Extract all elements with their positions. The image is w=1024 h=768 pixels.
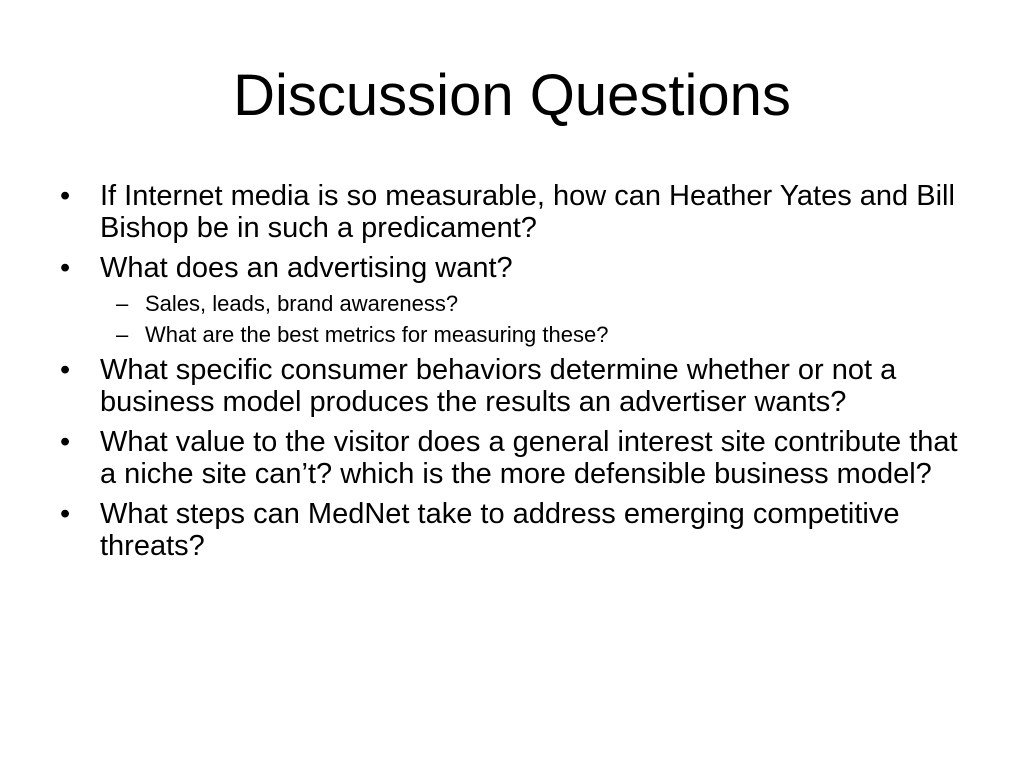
bullet-text: What value to the visitor does a general interest site contribute that a niche site can’t? which is the more defensible business model? <box>100 426 958 490</box>
bullet-text: What does an advertising want? <box>100 252 513 284</box>
bullet-item <box>60 498 970 562</box>
dash-icon: – <box>116 291 129 316</box>
bullet-list <box>60 180 970 570</box>
bullet-text: If Internet media is so measurable, how can Heather Yates and Bill Bishop be in such a predicament? <box>100 180 955 244</box>
sub-bullet-text: What are the best metrics for measuring these? <box>145 322 609 347</box>
bullet-icon: • <box>60 498 71 530</box>
bullet-item <box>60 426 970 490</box>
sub-bullet-text: Sales, leads, brand awareness? <box>145 291 459 316</box>
bullet-text: What specific consumer behaviors determine whether or not a business model produces the results an advertiser wants? <box>100 354 897 418</box>
bullet-icon: • <box>60 426 71 458</box>
bullet-icon: • <box>60 252 71 284</box>
dash-icon: – <box>116 322 129 347</box>
bullet-text: What steps can MedNet take to address emerging competitive threats? <box>100 498 900 562</box>
bullet-item <box>60 252 970 284</box>
bullet-item <box>60 180 970 244</box>
sub-bullet-item <box>60 321 970 349</box>
slide-title: Discussion Questions <box>233 63 791 128</box>
bullet-icon: • <box>60 180 71 212</box>
bullet-icon: • <box>60 354 71 386</box>
sub-bullet-item <box>60 290 970 318</box>
bullet-item <box>60 354 970 418</box>
